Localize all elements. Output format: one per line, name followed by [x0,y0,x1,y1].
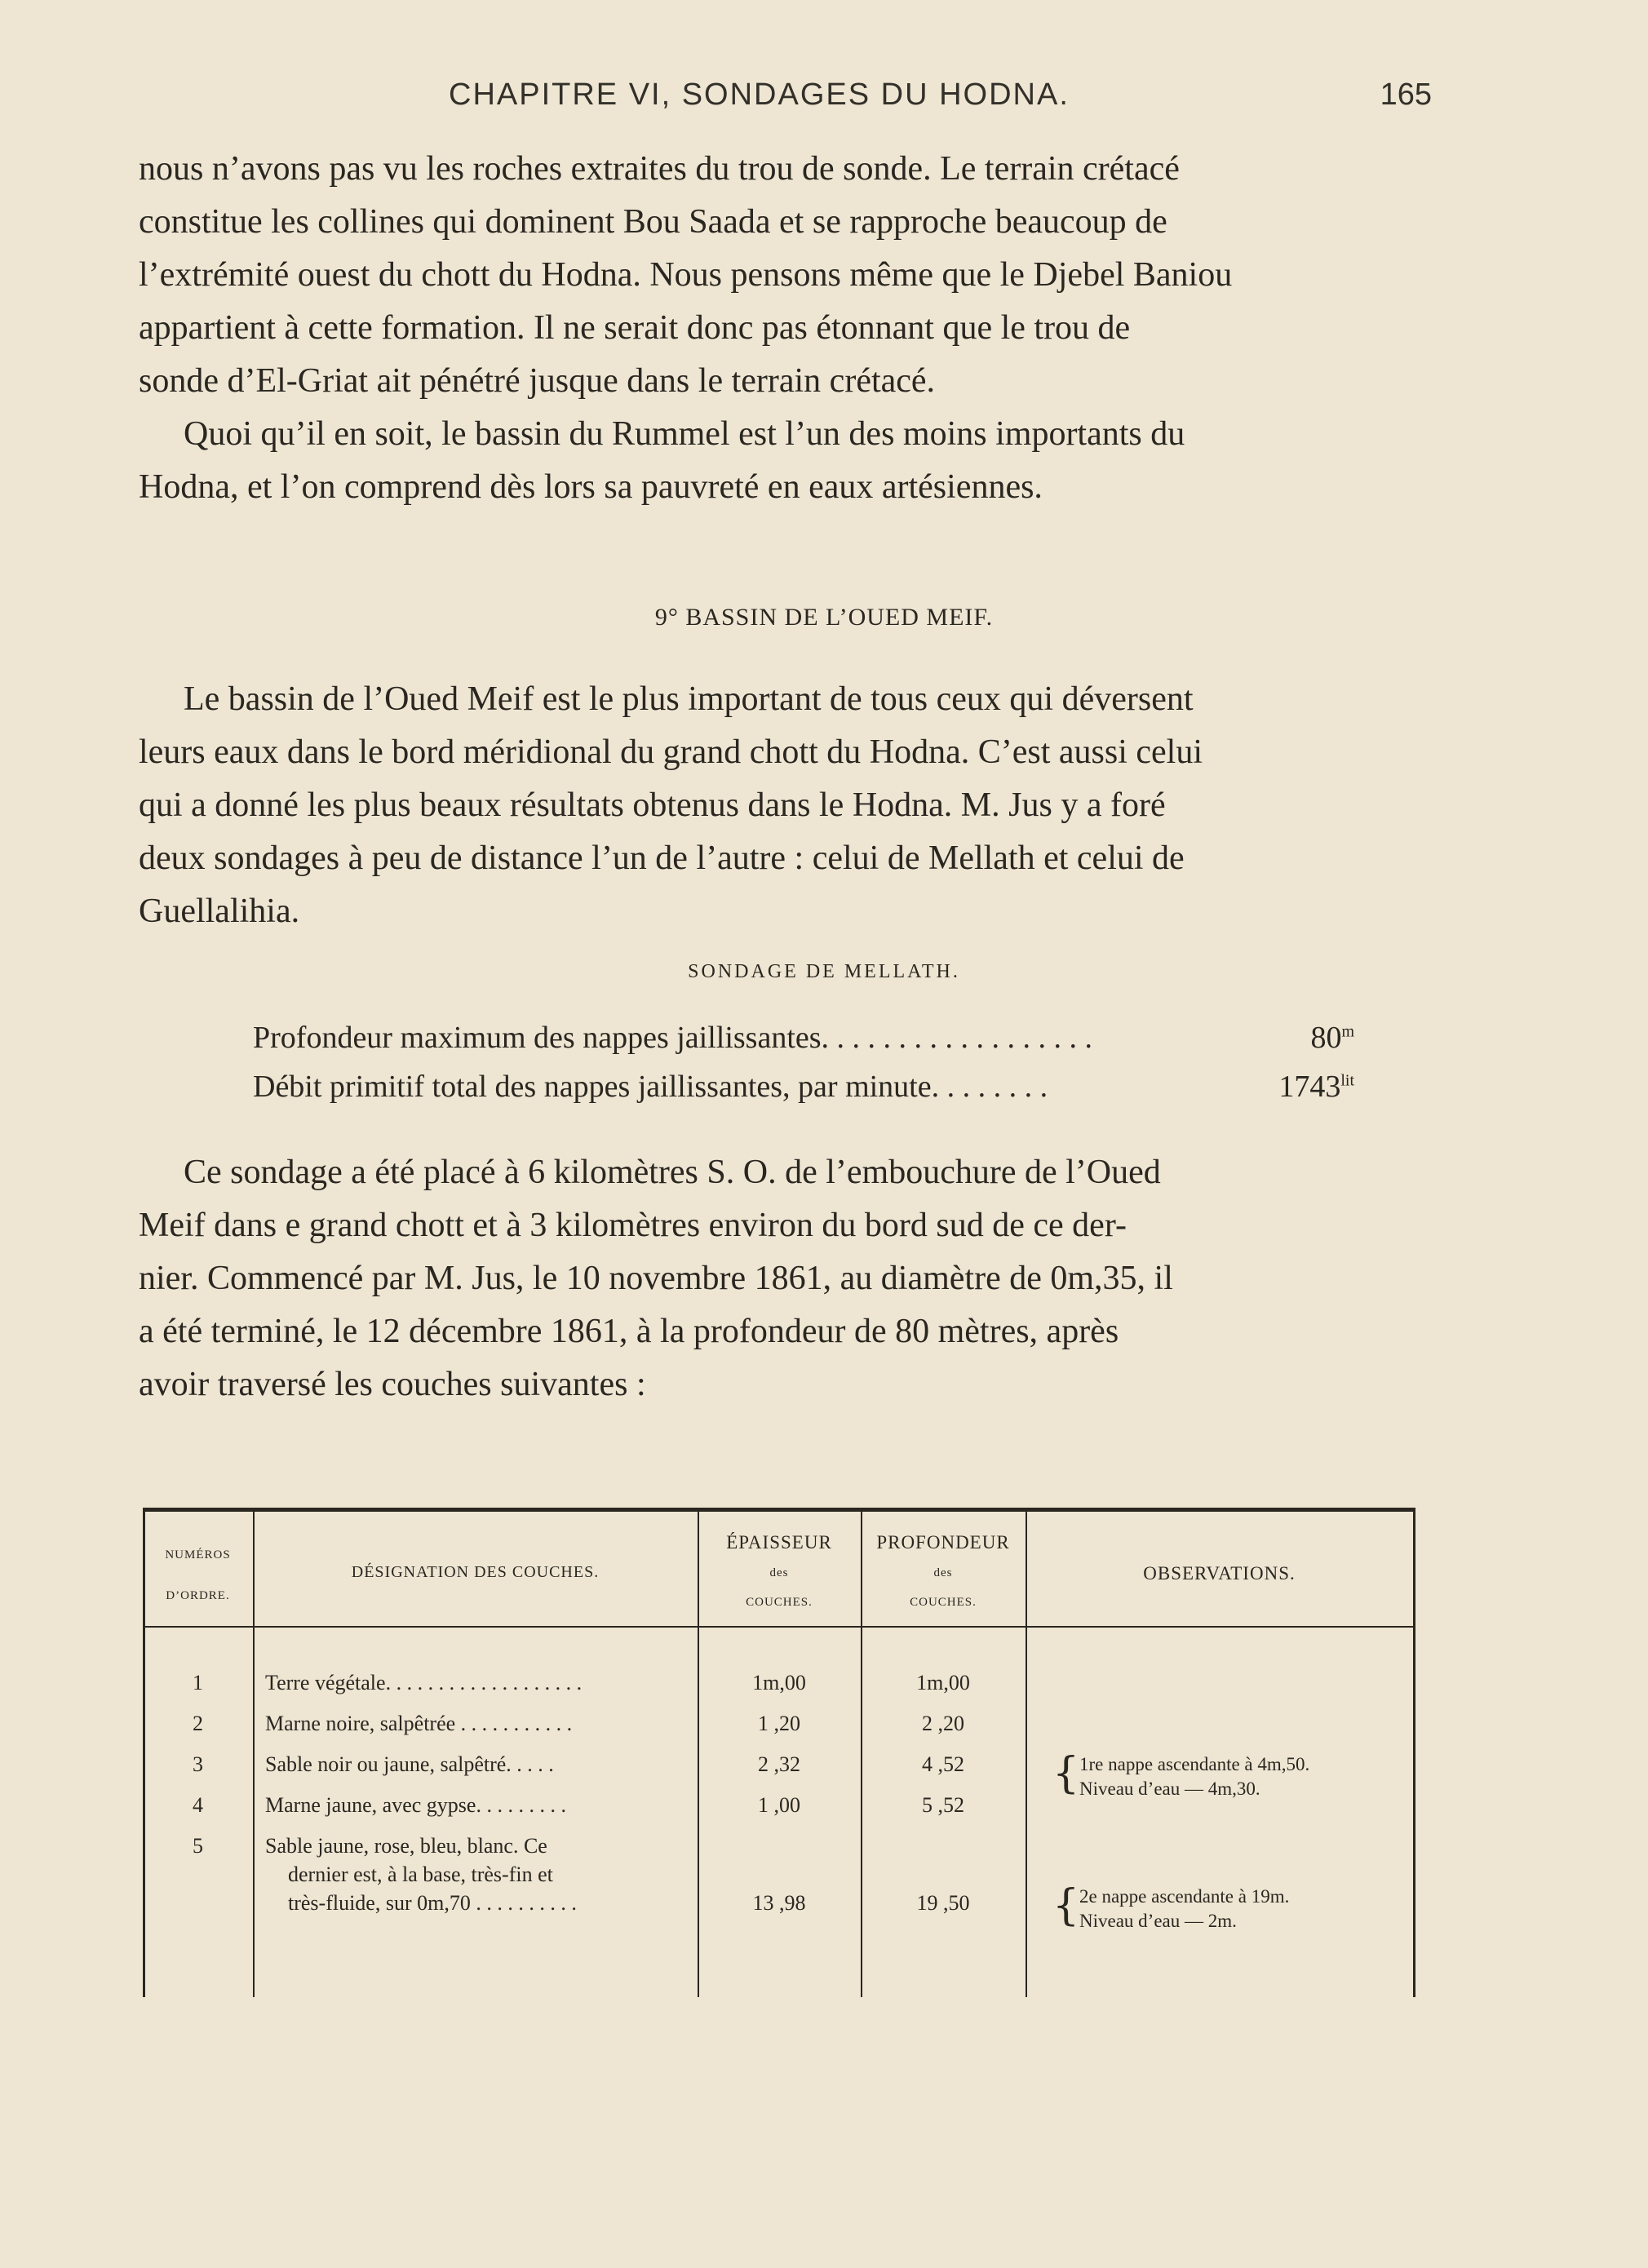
text-line: l’extrémité ouest du chott du Hodna. Nous pensons même que le Djebel Baniou [139,256,1233,294]
running-title: CHAPITRE VI, SONDAGES DU HODNA. [449,78,1070,112]
row-designation: dernier est, à la base, très-fin et [288,1863,553,1886]
spec-label: Profondeur maximum des nappes jaillissantes. . . . . . . . . . . . . . . . . . [253,1021,1093,1055]
row-epaisseur: 13 ,98 [752,1891,806,1915]
brace-icon: { [1052,1749,1080,1798]
text-line: qui a donné les plus beaux résultats obtenus dans le Hodna. M. Jus y a foré [139,786,1166,824]
paragraph-2 [139,408,1420,514]
row-epaisseur: 1 ,00 [758,1793,800,1817]
row-designation: très-fluide, sur 0m,70 . . . . . . . . . . [288,1891,577,1915]
row-profondeur: 2 ,20 [922,1712,964,1735]
spec-label: Débit primitif total des nappes jaillissantes, par minute. . . . . . . . [253,1070,1048,1104]
table-border-right [1413,1508,1415,1997]
spec-row [253,1020,1354,1061]
table-header-rule [143,1626,1415,1628]
row-epaisseur: 1 ,20 [758,1712,800,1735]
text-line: constitue les collines qui dominent Bou Saada et se rapproche beaucoup de [139,203,1167,241]
header-epaisseur: ÉPAISSEUR [726,1532,832,1553]
observation-1 [1079,1752,1309,1801]
running-header [139,78,1432,126]
spec-value: 80$^m$ [1310,1021,1354,1055]
text-line: Ce sondage a été placé à 6 kilomètres S. O. de l’embouchure de l’Oued [184,1154,1161,1191]
observation-2 [1079,1885,1289,1934]
row-epaisseur: 1m,00 [752,1671,806,1694]
row-epaisseur: 2 ,32 [758,1752,800,1776]
paragraph-3 [139,673,1420,938]
row-designation: Sable jaune, rose, bleu, blanc. Ce [265,1834,547,1858]
observation-line: Niveau d’eau — 2m. [1079,1911,1237,1931]
section-title: 9° BASSIN DE L’OUED MEIF. [654,604,994,631]
row-number: 2 [193,1712,203,1735]
text-line: Le bassin de l’Oued Meif est le plus important de tous ceux qui déversent [184,680,1194,718]
text-line: Meif dans e grand chott et à 3 kilomètres environ du bord sud de ce der- [139,1207,1127,1244]
header-ordre: D’ORDRE. [166,1589,230,1602]
header-observations: OBSERVATIONS. [1143,1563,1296,1584]
row-number: 1 [193,1671,203,1694]
spec-row [253,1069,1354,1110]
header-epaisseur-des: des [769,1566,789,1579]
row-designation: Marne noire, salpêtrée . . . . . . . . . . . [265,1712,573,1735]
text-line: Guellalihia. [139,893,300,930]
brace-icon: { [1052,1881,1080,1930]
header-numeros: NUMÉROS [165,1548,231,1561]
page-number: 165 [1380,78,1432,112]
text-line: Quoi qu’il en soit, le bassin du Rummel est l’un des moins importants du [184,415,1185,453]
text-line: avoir traversé les couches suivantes : [139,1366,646,1403]
row-number: 3 [193,1752,203,1776]
table-top-rule [143,1508,1415,1512]
observation-line: 1re nappe ascendante à 4m,50. [1079,1754,1310,1774]
text-line: deux sondages à peu de distance l’un de l’autre : celui de Mellath et celui de [139,839,1185,877]
observation-line: 2e nappe ascendante à 19m. [1079,1886,1290,1907]
text-line: nier. Commencé par M. Jus, le 10 novembre 1861, au diamètre de 0m,35, il [139,1260,1173,1297]
row-designation: Terre végétale. . . . . . . . . . . . . . . . . . . [265,1671,583,1694]
text-line: appartient à cette formation. Il ne serait donc pas étonnant que le trou de [139,309,1131,347]
text-line: nous n’avons pas vu les roches extraites du trou de sonde. Le terrain crétacé [139,150,1180,188]
header-designation: DÉSIGNATION DES COUCHES. [351,1563,600,1581]
sondage-title: SONDAGE DE MELLATH. [688,961,960,982]
header-profondeur-des: des [933,1566,953,1579]
strata-table [143,1508,1415,1997]
header-profondeur: PROFONDEUR [876,1532,1010,1553]
row-number: 5 [193,1834,203,1858]
observation-line: Niveau d’eau — 4m,30. [1079,1779,1260,1799]
row-profondeur: 4 ,52 [922,1752,964,1776]
text-line: sonde d’El-Griat ait pénétré jusque dans le terrain crétacé. [139,362,936,400]
text-line: a été terminé, le 12 décembre 1861, à la profondeur de 80 mètres, après [139,1313,1119,1350]
header-epaisseur-couches: COUCHES. [746,1596,813,1609]
text-line: leurs eaux dans le bord méridional du grand chott du Hodna. C’est aussi celui [139,733,1203,771]
paragraph-1 [139,143,1420,408]
row-designation: Marne jaune, avec gypse. . . . . . . . . [265,1793,566,1817]
row-profondeur: 19 ,50 [916,1891,970,1915]
row-profondeur: 5 ,52 [922,1793,964,1817]
paragraph-4 [139,1146,1420,1411]
text-line: Hodna, et l’on comprend dès lors sa pauvreté en eaux artésiennes. [139,468,1043,506]
row-profondeur: 1m,00 [916,1671,970,1694]
header-profondeur-couches: COUCHES. [910,1596,977,1609]
row-number: 4 [193,1793,203,1817]
spec-value: $1743^{lit}$ [1278,1070,1354,1104]
row-designation: Sable noir ou jaune, salpêtré. . . . . [265,1752,554,1776]
